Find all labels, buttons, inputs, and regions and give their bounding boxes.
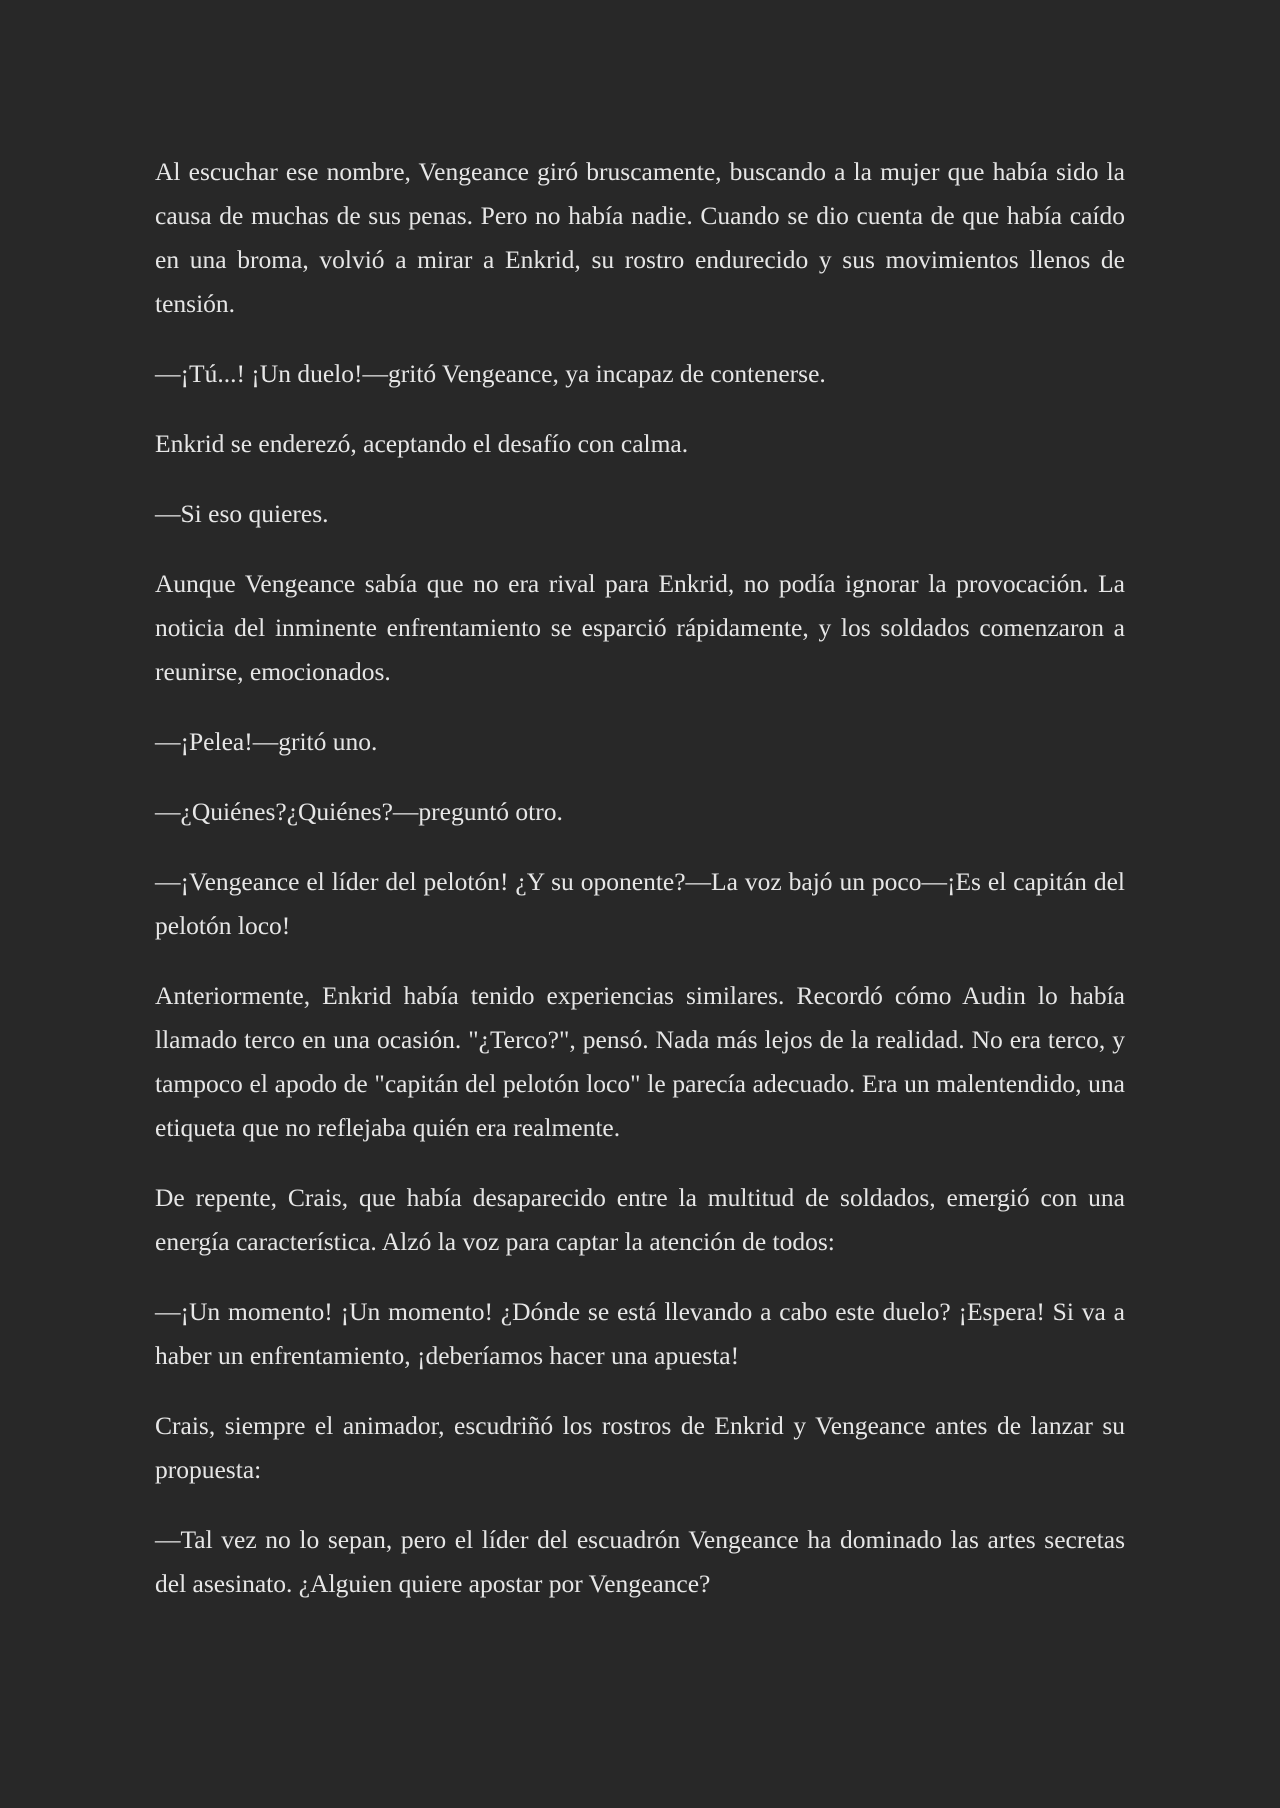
paragraph: —Tal vez no lo sepan, pero el líder del escuadrón Vengeance ha dominado las artes secretas del asesinato. ¿Alguien quiere apostar por Vengeance?: [155, 1525, 1125, 1598]
paragraph: Anteriormente, Enkrid había tenido experiencias similares. Recordó cómo Audin lo había llamado terco en una ocasión. "¿Terco?", pensó. Nada más lejos de la realidad. No era terco, y tampoco el apodo de "capitán del pelotón loco" le parecía adecuado. Era un malentendido, una etiqueta que no reflejaba quién era realmente.: [155, 981, 1125, 1142]
paragraph: —¡Tú...! ¡Un duelo!—gritó Vengeance, ya incapaz de contenerse.: [155, 359, 826, 388]
paragraph: —¡Un momento! ¡Un momento! ¿Dónde se está llevando a cabo este duelo? ¡Espera! Si va a haber un enfrentamiento, ¡deberíamos hacer una apuesta!: [155, 1297, 1125, 1370]
paragraph: —Si eso quieres.: [155, 499, 329, 528]
paragraph: —¡Vengeance el líder del pelotón! ¿Y su oponente?—La voz bajó un poco—¡Es el capitán del pelotón loco!: [155, 867, 1125, 940]
paragraph: Crais, siempre el animador, escudriñó los rostros de Enkrid y Vengeance antes de lanzar su propuesta:: [155, 1411, 1125, 1484]
chapter-text: [155, 150, 1125, 1632]
paragraph: Enkrid se enderezó, aceptando el desafío con calma.: [155, 429, 689, 458]
paragraph: —¿Quiénes?¿Quiénes?—preguntó otro.: [155, 797, 563, 826]
paragraph: Aunque Vengeance sabía que no era rival para Enkrid, no podía ignorar la provocación. La noticia del inminente enfrentamiento se esparció rápidamente, y los soldados comenzaron a reunirse, emocionados.: [155, 569, 1125, 686]
paragraph: —¡Pelea!—gritó uno.: [155, 727, 378, 756]
paragraph: De repente, Crais, que había desaparecido entre la multitud de soldados, emergió con una energía característica. Alzó la voz para captar la atención de todos:: [155, 1183, 1125, 1256]
paragraph: Al escuchar ese nombre, Vengeance giró bruscamente, buscando a la mujer que había sido la causa de muchas de sus penas. Pero no había nadie. Cuando se dio cuenta de que había caído en una broma, volvió a mirar a Enkrid, su rostro endurecido y sus movimientos llenos de tensión.: [155, 157, 1125, 318]
